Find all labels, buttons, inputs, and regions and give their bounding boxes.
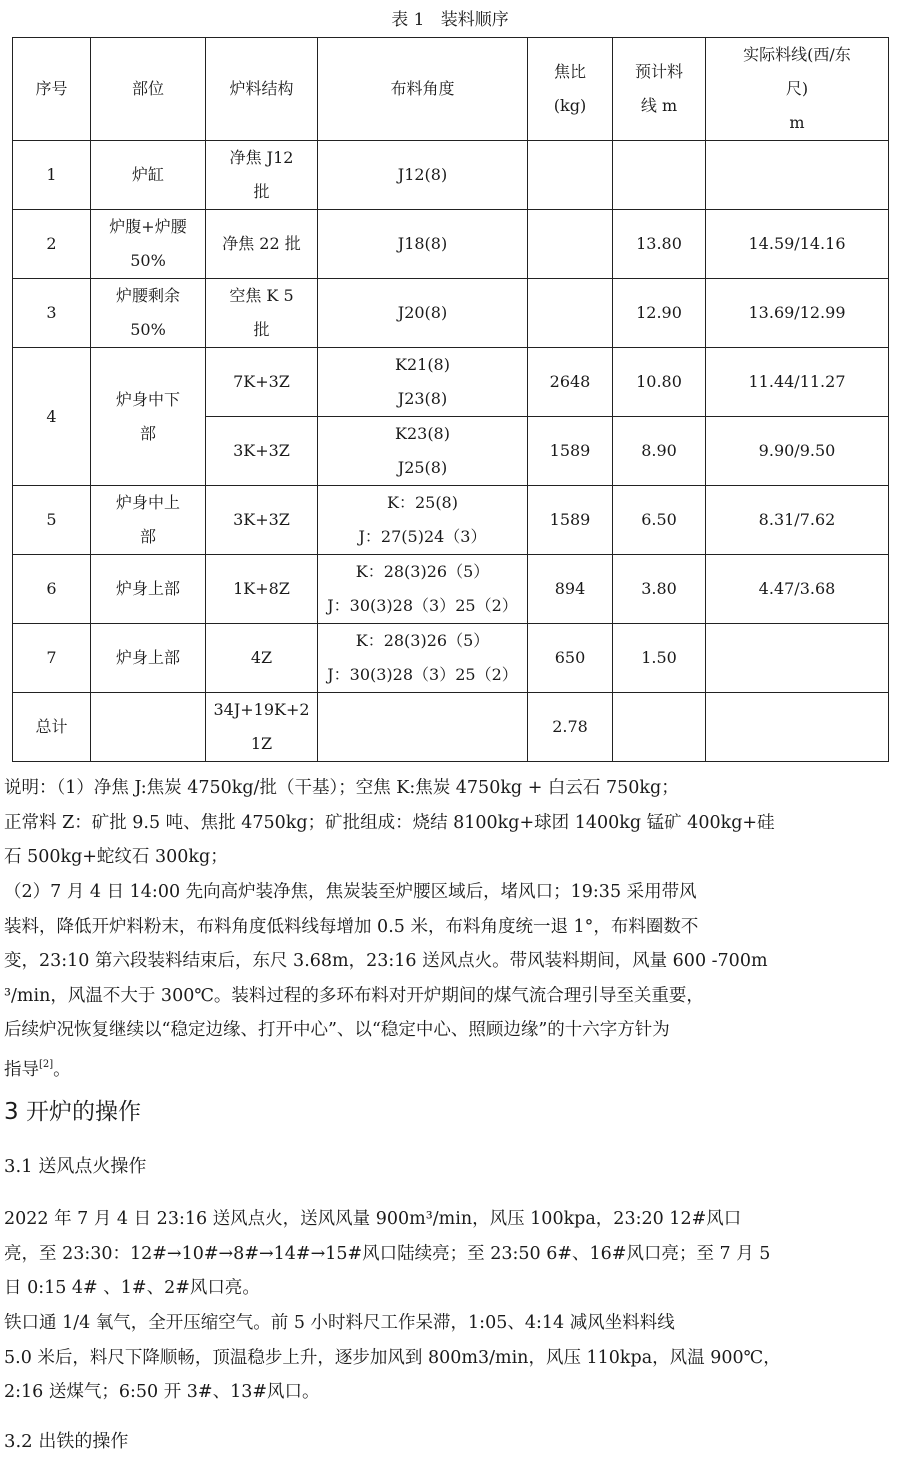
cell-coke (528, 693, 613, 762)
cell-planned-line: 13.80 (636, 234, 682, 253)
cell-part-line: 炉身中上 (115, 493, 180, 512)
cell-planned-line: 12.90 (636, 303, 682, 322)
cell-actual (706, 417, 889, 486)
cell-seq-line: 5 (46, 510, 57, 529)
cell-planned (613, 693, 706, 762)
section-heading-3: 3 开炉的操作 (4, 1099, 141, 1125)
cell-actual (706, 141, 889, 210)
cell-seq-line: 6 (46, 579, 57, 598)
cell-structure-line: 净焦 J12 (229, 148, 294, 167)
cell-actual (706, 279, 889, 348)
cell-angle-line: J25(8) (397, 458, 448, 477)
cell-angle (318, 555, 528, 624)
table-row (13, 693, 889, 762)
cell-seq-line: 总计 (35, 717, 68, 736)
cell-actual (706, 210, 889, 279)
header-structure: 炉料结构 (206, 38, 318, 141)
cell-actual-line: 13.69/12.99 (748, 303, 846, 322)
cell-part-line: 50% (130, 320, 166, 339)
cell-angle-line: J18(8) (397, 234, 448, 253)
cell-structure (206, 210, 318, 279)
cell-coke-line: 2648 (549, 372, 591, 391)
para-line: 日 0:15 4# 、1#、2#风口亮。 (4, 1278, 260, 1298)
note-2-tail: 。 (53, 1059, 71, 1080)
header-actual-line2: 尺) (785, 79, 809, 98)
para-line: 5.0 米后，料尺下降顺畅，顶温稳步上升，逐步加风到 800m3/min，风压 110kpa，风温 900℃， (4, 1347, 781, 1368)
header-coke-ratio-line2: (kg) (553, 96, 587, 115)
cell-angle-line: J：27(5)24（3） (358, 527, 487, 546)
cell-seq (13, 279, 91, 348)
cell-coke (528, 555, 613, 624)
cell-structure (206, 279, 318, 348)
cell-planned-line: 1.50 (641, 648, 677, 667)
cell-actual-line: 9.90/9.50 (758, 441, 836, 460)
cell-planned (613, 141, 706, 210)
cell-part (91, 141, 206, 210)
cell-planned-line: 8.90 (641, 441, 677, 460)
cell-structure-line: 4Z (250, 648, 273, 667)
cell-planned (613, 555, 706, 624)
cell-structure (206, 348, 318, 417)
cell-part-line: 部 (139, 527, 156, 546)
cell-coke (528, 141, 613, 210)
note-2-line: （2）7 月 4 日 14:00 先向高炉装净焦，焦炭装至炉腰区域后，堵风口；19:35 采用带风 (4, 882, 697, 902)
cell-part (91, 486, 206, 555)
para-3-1-b (4, 1306, 898, 1410)
table-row (13, 624, 889, 693)
charging-sequence-table (12, 37, 889, 762)
cell-seq-line: 2 (46, 234, 57, 253)
note-2-line: 变，23:10 第六段装料结束后，东尺 3.68m，23:16 送风点火。带风装料期间，风量 600 -700m (4, 951, 768, 971)
cell-coke-line: 1589 (549, 441, 591, 460)
cell-part (91, 279, 206, 348)
cell-planned-line: 6.50 (641, 510, 677, 529)
cell-actual-line: 11.44/11.27 (748, 372, 846, 391)
cell-angle (318, 417, 528, 486)
cell-seq (13, 348, 91, 486)
note-1-line: 石 500kg+蛇纹石 300kg； (4, 847, 228, 867)
header-planned-line2: 线 m (640, 96, 678, 115)
cell-planned (613, 348, 706, 417)
cell-angle-line: K21(8) (395, 355, 450, 374)
cell-part (91, 693, 206, 762)
note-2-line: 后续炉况恢复继续以“稳定边缘、打开中心”、以“稳定中心、照顾边缘”的十六字方针为 (4, 1020, 670, 1040)
cell-coke (528, 279, 613, 348)
cell-angle-line: K：28(3)26（5） (355, 562, 490, 581)
header-actual-line3: m (789, 113, 805, 132)
header-coke-ratio-line1: 焦比 (553, 62, 586, 81)
table-row (13, 210, 889, 279)
cell-structure (206, 141, 318, 210)
cell-seq-line: 1 (46, 165, 57, 184)
section-heading-3-2: 3.2 出铁的操作 (4, 1431, 129, 1452)
cell-part-line: 炉身中下 (115, 389, 180, 409)
cell-part-line: 炉腰剩余 (115, 286, 180, 305)
cell-angle-line: K：28(3)26（5） (355, 631, 490, 650)
para-line: 亮，至 23:30：12#→10#→8#→14#→15#风口陆续亮；至 23:50 6#、16#风口亮；至 7 月 5 (4, 1243, 771, 1264)
cell-angle (318, 693, 528, 762)
cell-angle-line: J12(8) (397, 165, 448, 184)
cell-actual-line: 14.59/14.16 (748, 234, 846, 253)
table-row (13, 486, 889, 555)
cell-structure-line: 批 (253, 182, 270, 201)
cell-actual-line: 4.47/3.68 (758, 579, 836, 598)
cell-angle-line: K：25(8) (387, 493, 458, 512)
cell-coke (528, 624, 613, 693)
cell-coke (528, 486, 613, 555)
note-1-line: 正常料 Z：矿批 9.5 吨、焦批 4750kg；矿批组成：烧结 8100kg+球团 1400kg 锰矿 400kg+硅 (4, 812, 775, 833)
header-coke-ratio (528, 38, 613, 141)
cell-structure-line: 1K+8Z (233, 579, 290, 598)
para-line: 2022 年 7 月 4 日 23:16 送风点火，送风风量 900m³/min，风压 100kpa，23:20 12#风口 (4, 1209, 742, 1229)
table-row (13, 141, 889, 210)
table-row (13, 555, 889, 624)
header-planned (613, 38, 706, 141)
para-line: 铁口通 1/4 氧气，全开压缩空气。前 5 小时料尺工作呆滞，1:05、4:14 减风坐料料线 (4, 1313, 675, 1333)
cell-part-line: 50% (130, 251, 166, 270)
cell-structure-line: 空焦 K 5 (229, 286, 294, 305)
cell-part (91, 555, 206, 624)
cell-angle-line: J：30(3)28（3）25（2） (327, 665, 518, 684)
cell-coke (528, 417, 613, 486)
section-heading-3-1: 3.1 送风点火操作 (4, 1156, 147, 1177)
cell-planned-line: 3.80 (641, 579, 677, 598)
table-row (13, 279, 889, 348)
note-2 (4, 875, 898, 1087)
cell-planned (613, 279, 706, 348)
cell-structure-line: 34J+19K+2 (213, 700, 310, 719)
cell-structure (206, 693, 318, 762)
cell-angle-line: K23(8) (395, 424, 450, 443)
cell-part (91, 210, 206, 279)
cell-actual (706, 624, 889, 693)
cell-seq (13, 210, 91, 279)
cell-coke (528, 210, 613, 279)
cell-actual (706, 486, 889, 555)
cell-seq (13, 624, 91, 693)
cell-seq (13, 141, 91, 210)
cell-structure-line: 1Z (250, 734, 273, 753)
note-2-line: 装料，降低开炉料粉末，布料角度低料线每增加 0.5 米，布料角度统一退 1°，布料圈数不 (4, 916, 699, 937)
cell-structure (206, 417, 318, 486)
cell-angle (318, 624, 528, 693)
cell-angle (318, 348, 528, 417)
cell-planned (613, 210, 706, 279)
header-actual (706, 38, 889, 141)
cell-structure-line: 净焦 22 批 (222, 234, 301, 253)
cell-coke-line: 1589 (549, 510, 591, 529)
cell-structure-line: 批 (253, 320, 270, 339)
cell-coke (528, 348, 613, 417)
citation-ref[interactable]: [2] (39, 1058, 54, 1070)
cell-angle-line: J20(8) (397, 303, 448, 322)
cell-coke-line: 894 (554, 579, 586, 598)
cell-planned-line: 10.80 (636, 372, 682, 391)
cell-part-line: 炉身上部 (115, 648, 180, 667)
cell-angle-line: J：30(3)28（3）25（2） (327, 596, 518, 615)
cell-part-line: 炉身上部 (115, 579, 180, 598)
cell-actual (706, 555, 889, 624)
cell-actual-line: 8.31/7.62 (758, 510, 836, 529)
cell-structure (206, 555, 318, 624)
cell-seq-line: 4 (46, 406, 57, 426)
cell-structure (206, 624, 318, 693)
cell-part-line: 炉腹+炉腰 (109, 217, 187, 236)
note-1 (4, 771, 898, 875)
para-line: 2:16 送煤气；6:50 开 3#、13#风口。 (4, 1382, 320, 1402)
table-caption: 表 1 装料顺序 (391, 10, 509, 30)
table-row (13, 348, 889, 417)
cell-planned (613, 624, 706, 693)
cell-angle (318, 141, 528, 210)
cell-planned (613, 417, 706, 486)
cell-part-line: 部 (139, 423, 156, 443)
header-actual-line1: 实际料线(西/东 (743, 45, 851, 64)
cell-part (91, 624, 206, 693)
note-2-line: 指导 (4, 1059, 39, 1080)
header-angle: 布料角度 (318, 38, 528, 141)
cell-structure-line: 7K+3Z (233, 372, 290, 391)
cell-actual (706, 693, 889, 762)
cell-planned (613, 486, 706, 555)
cell-seq (13, 555, 91, 624)
cell-structure-line: 3K+3Z (233, 510, 290, 529)
cell-seq (13, 693, 91, 762)
cell-seq-line: 7 (46, 648, 57, 667)
cell-angle (318, 210, 528, 279)
cell-part-line: 炉缸 (131, 165, 164, 184)
cell-structure (206, 486, 318, 555)
header-seq: 序号 (13, 38, 91, 141)
cell-part (91, 348, 206, 486)
table-header-row (13, 38, 889, 141)
cell-seq-line: 3 (46, 303, 57, 322)
note-1-line: 说明：（1）净焦 J:焦炭 4750kg/批（干基）；空焦 K:焦炭 4750kg + 白云石 750kg； (4, 778, 679, 798)
header-part: 部位 (91, 38, 206, 141)
para-3-1-a (4, 1202, 898, 1306)
cell-angle (318, 486, 528, 555)
note-2-last-line (4, 1048, 898, 1088)
cell-angle-line: J23(8) (397, 389, 448, 408)
cell-structure-line: 3K+3Z (233, 441, 290, 460)
header-planned-line1: 预计料 (634, 62, 683, 81)
cell-coke-line: 650 (554, 648, 586, 667)
cell-actual (706, 348, 889, 417)
cell-coke-line: 2.78 (552, 717, 588, 736)
cell-seq (13, 486, 91, 555)
note-2-line: ³/min，风温不大于 300℃。装料过程的多环布料对开炉期间的煤气流合理引导至关重要， (4, 985, 704, 1006)
cell-angle (318, 279, 528, 348)
